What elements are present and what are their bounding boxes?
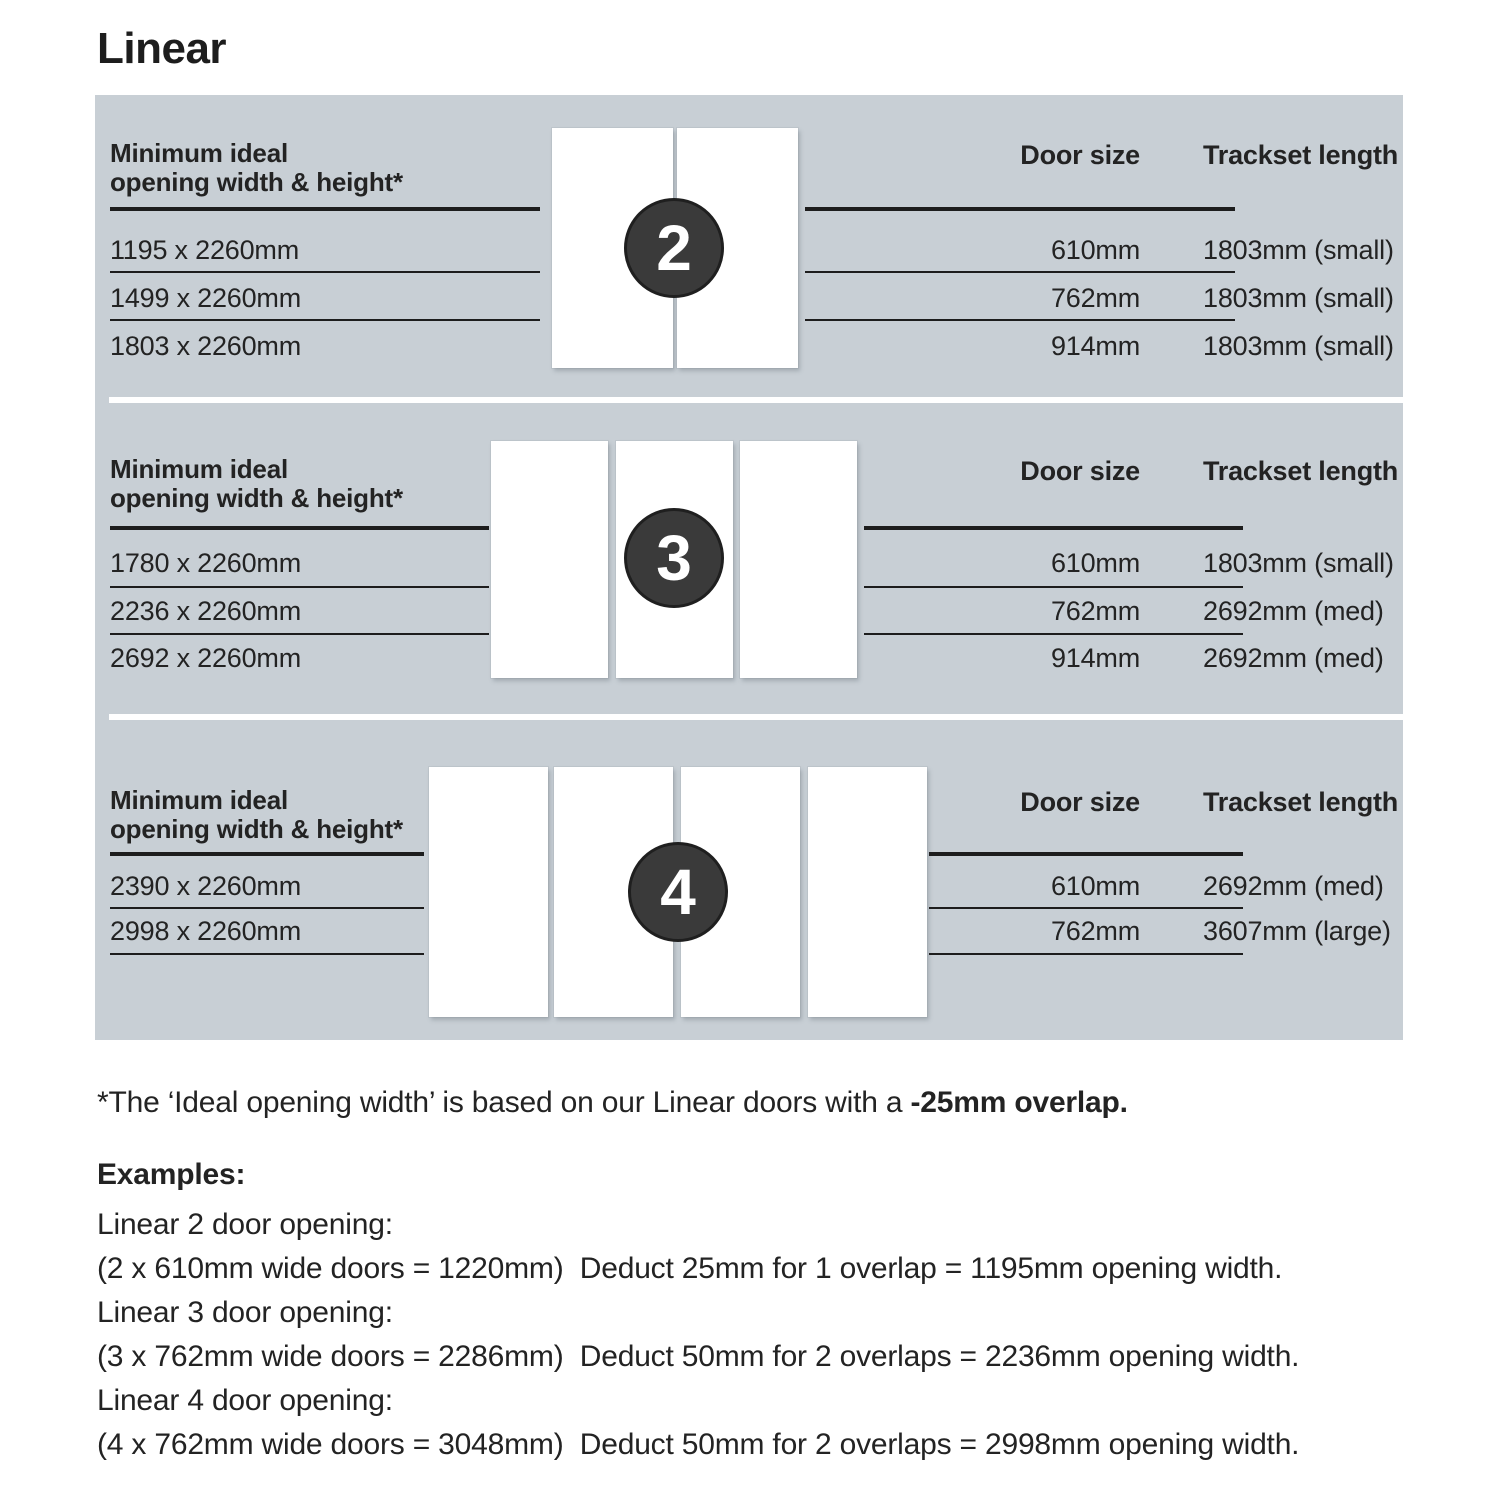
trackset-header: Trackset length [1203,456,1399,486]
door-size-cell: 610mm [1050,235,1140,265]
door-count-badge: 2 [624,198,724,298]
row-rule [805,319,1235,321]
row-rule [110,271,540,273]
trackset-cell: 1803mm (small) [1203,331,1394,361]
door-size-cell: 762mm [1050,916,1140,946]
door-size-header: Door size [1020,456,1140,486]
examples-heading: Examples: [97,1158,246,1191]
opening-row: 2236 x 2260mm [110,596,302,626]
row-rule [929,907,1243,909]
door-size-cell: 914mm [1050,331,1140,361]
example-line: Linear 3 door opening: [97,1296,393,1329]
opening-header [110,786,403,844]
example-line: (2 x 610mm wide doors = 1220mm) Deduct 25mm for 1 overlap = 1195mm opening width. [97,1252,1283,1285]
header-rule-thick [864,526,1243,530]
trackset-cell: 3607mm (large) [1203,916,1391,946]
spec-panel [95,95,1403,1040]
door-size-cell: 914mm [1050,643,1140,673]
example-line: (3 x 762mm wide doors = 2286mm) Deduct 50mm for 2 overlaps = 2236mm opening width. [97,1340,1300,1373]
opening-row: 2692 x 2260mm [110,643,302,673]
row-rule [864,633,1243,635]
door-size-cell: 610mm [1050,548,1140,578]
trackset-cell: 2692mm (med) [1203,643,1384,673]
door-count-badge: 4 [628,842,728,942]
row-rule [929,953,1243,955]
row-rule [110,319,540,321]
footnote [97,1086,1128,1120]
door-size-header: Door size [1020,140,1140,170]
footnote-text: *The ‘Ideal opening width’ is based on our Linear doors with a [97,1086,911,1119]
door-panel [808,767,927,1017]
trackset-header: Trackset length [1203,140,1399,170]
opening-row: 2998 x 2260mm [110,916,302,946]
door-panel [740,441,857,678]
example-line: (4 x 762mm wide doors = 3048mm) Deduct 50mm for 2 overlaps = 2998mm opening width. [97,1428,1300,1461]
opening-header-line2: opening width & height* [110,483,403,513]
opening-row: 2390 x 2260mm [110,871,302,901]
trackset-header: Trackset length [1203,787,1399,817]
opening-header-line2: opening width & height* [110,167,403,197]
opening-row: 1195 x 2260mm [110,235,300,265]
row-rule [110,907,424,909]
door-size-cell: 762mm [1050,283,1140,313]
trackset-cell: 1803mm (small) [1203,548,1394,578]
row-rule [110,953,424,955]
door-panel [429,767,548,1017]
section-divider [109,397,1403,403]
opening-header [110,139,403,197]
row-rule [864,586,1243,588]
opening-header-line1: Minimum ideal [110,454,288,484]
opening-row: 1803 x 2260mm [110,331,302,361]
opening-row: 1780 x 2260mm [110,548,302,578]
opening-header-line1: Minimum ideal [110,138,288,168]
trackset-cell: 2692mm (med) [1203,871,1384,901]
row-rule [805,271,1235,273]
trackset-cell: 2692mm (med) [1203,596,1384,626]
examples-list [97,1203,1299,1467]
example-line: Linear 4 door opening: [97,1384,393,1417]
page-title: Linear [97,24,227,73]
trackset-cell: 1803mm (small) [1203,235,1394,265]
row-rule [110,586,489,588]
door-size-header: Door size [1020,787,1140,817]
opening-header-line1: Minimum ideal [110,785,288,815]
door-panel [491,441,608,678]
door-size-cell: 762mm [1050,596,1140,626]
door-count-badge: 3 [624,508,724,608]
opening-row: 1499 x 2260mm [110,283,302,313]
door-size-cell: 610mm [1050,871,1140,901]
trackset-cell: 1803mm (small) [1203,283,1394,313]
example-line: Linear 2 door opening: [97,1208,393,1241]
row-rule [110,633,489,635]
footnote-bold: -25mm overlap. [910,1086,1128,1119]
opening-header-line2: opening width & height* [110,814,403,844]
header-rule-thick [929,852,1243,856]
header-rule-thick [110,207,540,211]
section-divider [109,714,1403,720]
header-rule-thick [110,526,489,530]
header-rule-thick [805,207,1235,211]
opening-header [110,455,403,513]
header-rule-thick [110,852,424,856]
